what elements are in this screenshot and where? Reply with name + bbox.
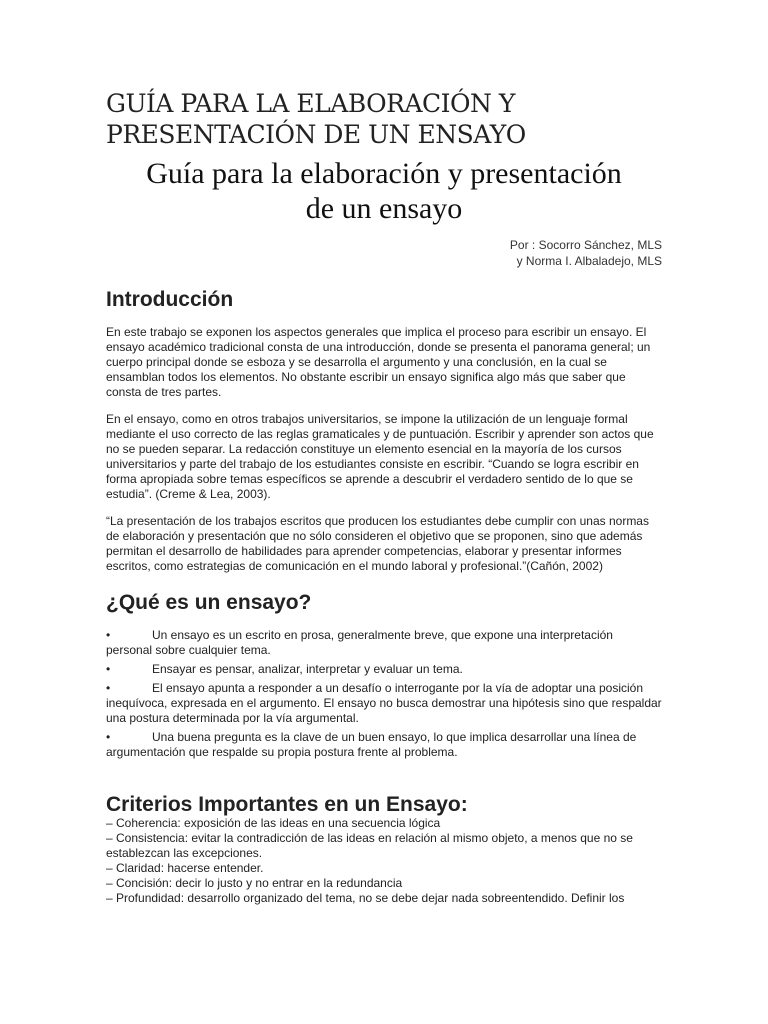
document-subtitle (106, 156, 662, 226)
document-page (106, 88, 662, 906)
criterio-claridad: – Claridad: hacerse entender. (106, 861, 264, 875)
criterio-profundidad: – Profundidad: desarrollo organizado del tema, no se debe dejar nada sobreentendido. Definir los (106, 891, 625, 905)
list-item (106, 662, 662, 677)
criterio-consistencia: – Consistencia: evitar la contradicción de las ideas en relación al mismo objeto, a menos que no se establezcan las excepciones. (106, 831, 633, 860)
document-subtitle-line-2: de un ensayo (305, 192, 463, 225)
intro-paragraph-3: “La presentación de los trabajos escritos que producen los estudiantes debe cumplir con unas normas de elaboración y presentación que no sólo consideren el objetivo que se proponen, sino que además permitan el desarrollo de habilidades para aprender competencias, elaborar y presentar informes escritos, como estrategias de comunicación en el mundo laboral y profesional.”(Cañón, 2002) (106, 514, 649, 573)
list-item (106, 628, 662, 658)
intro-paragraph-2: En el ensayo, como en otros trabajos universitarios, se impone la utilización de un lenguaje formal mediante el uso correcto de las reglas gramaticales y de puntuación. Escribir y aprender son actos que no se pueden separar. La redacción constituye un elemento esencial en la mayoría de los cursos universitarios y parte del trabajo de los estudiantes consiste en escribir. “Cuando se logra escribir en forma apropiada sobre temas específicos se aprende a descubrir el verdadero sentido de lo que se estudia”. (Creme & Lea, 2003). (106, 412, 654, 501)
que-es-list (106, 628, 662, 760)
intro-heading: Introducción (106, 288, 234, 311)
criterio-concision: – Concisión: decir lo justo y no entrar en la redundancia (106, 876, 403, 890)
list-item-text: El ensayo apunta a responder a un desafío o interrogante por la vía de adoptar una posición inequívoca, expresada en el argumento. El ensayo no busca demostrar una hipótesis sino que respaldar una postura determinada por la vía argumental. (106, 681, 662, 725)
criterio-coherencia: – Coherencia: exposición de las ideas en una secuencia lógica (106, 816, 441, 830)
criterios-list (106, 816, 662, 906)
document-title-line-1: GUÍA PARA LA ELABORACIÓN Y (106, 89, 515, 118)
list-item (106, 730, 662, 760)
intro-paragraph-1: En este trabajo se exponen los aspectos generales que implica el proceso para escribir un ensayo. El ensayo académico tradicional consta de una introducción, donde se presenta el panorama general; un cuerpo principal donde se esboza y se desarrolla el argumento y una conclusión, en la cual se ensamblan todos los elementos. No obstante escribir un ensayo significa algo más que saber que consta de tres partes. (106, 325, 651, 399)
byline-line-1: Por : Socorro Sánchez, MLS (509, 238, 662, 252)
bullet-icon: • (106, 662, 111, 676)
list-item-text: Ensayar es pensar, analizar, interpretar y evaluar un tema. (152, 662, 463, 676)
bullet-icon: • (106, 681, 111, 695)
bullet-icon: • (106, 730, 111, 744)
author-byline (106, 237, 662, 269)
document-title-line-2: PRESENTACIÓN DE UN ENSAYO (106, 120, 526, 149)
list-item-text: Una buena pregunta es la clave de un buen ensayo, lo que implica desarrollar una línea de argumentación que respalde su propia postura frente al problema. (106, 730, 637, 759)
byline-line-2: y Norma I. Albaladejo, MLS (516, 254, 662, 268)
list-item-text: Un ensayo es un escrito en prosa, generalmente breve, que expone una interpretación personal sobre cualquier tema. (106, 628, 613, 657)
list-item (106, 681, 662, 726)
document-title (106, 88, 662, 150)
criterios-heading: Criterios Importantes en un Ensayo: (106, 793, 468, 816)
que-es-heading: ¿Qué es un ensayo? (106, 591, 312, 614)
bullet-icon: • (106, 628, 111, 642)
document-subtitle-line-1: Guía para la elaboración y presentación (146, 157, 622, 190)
